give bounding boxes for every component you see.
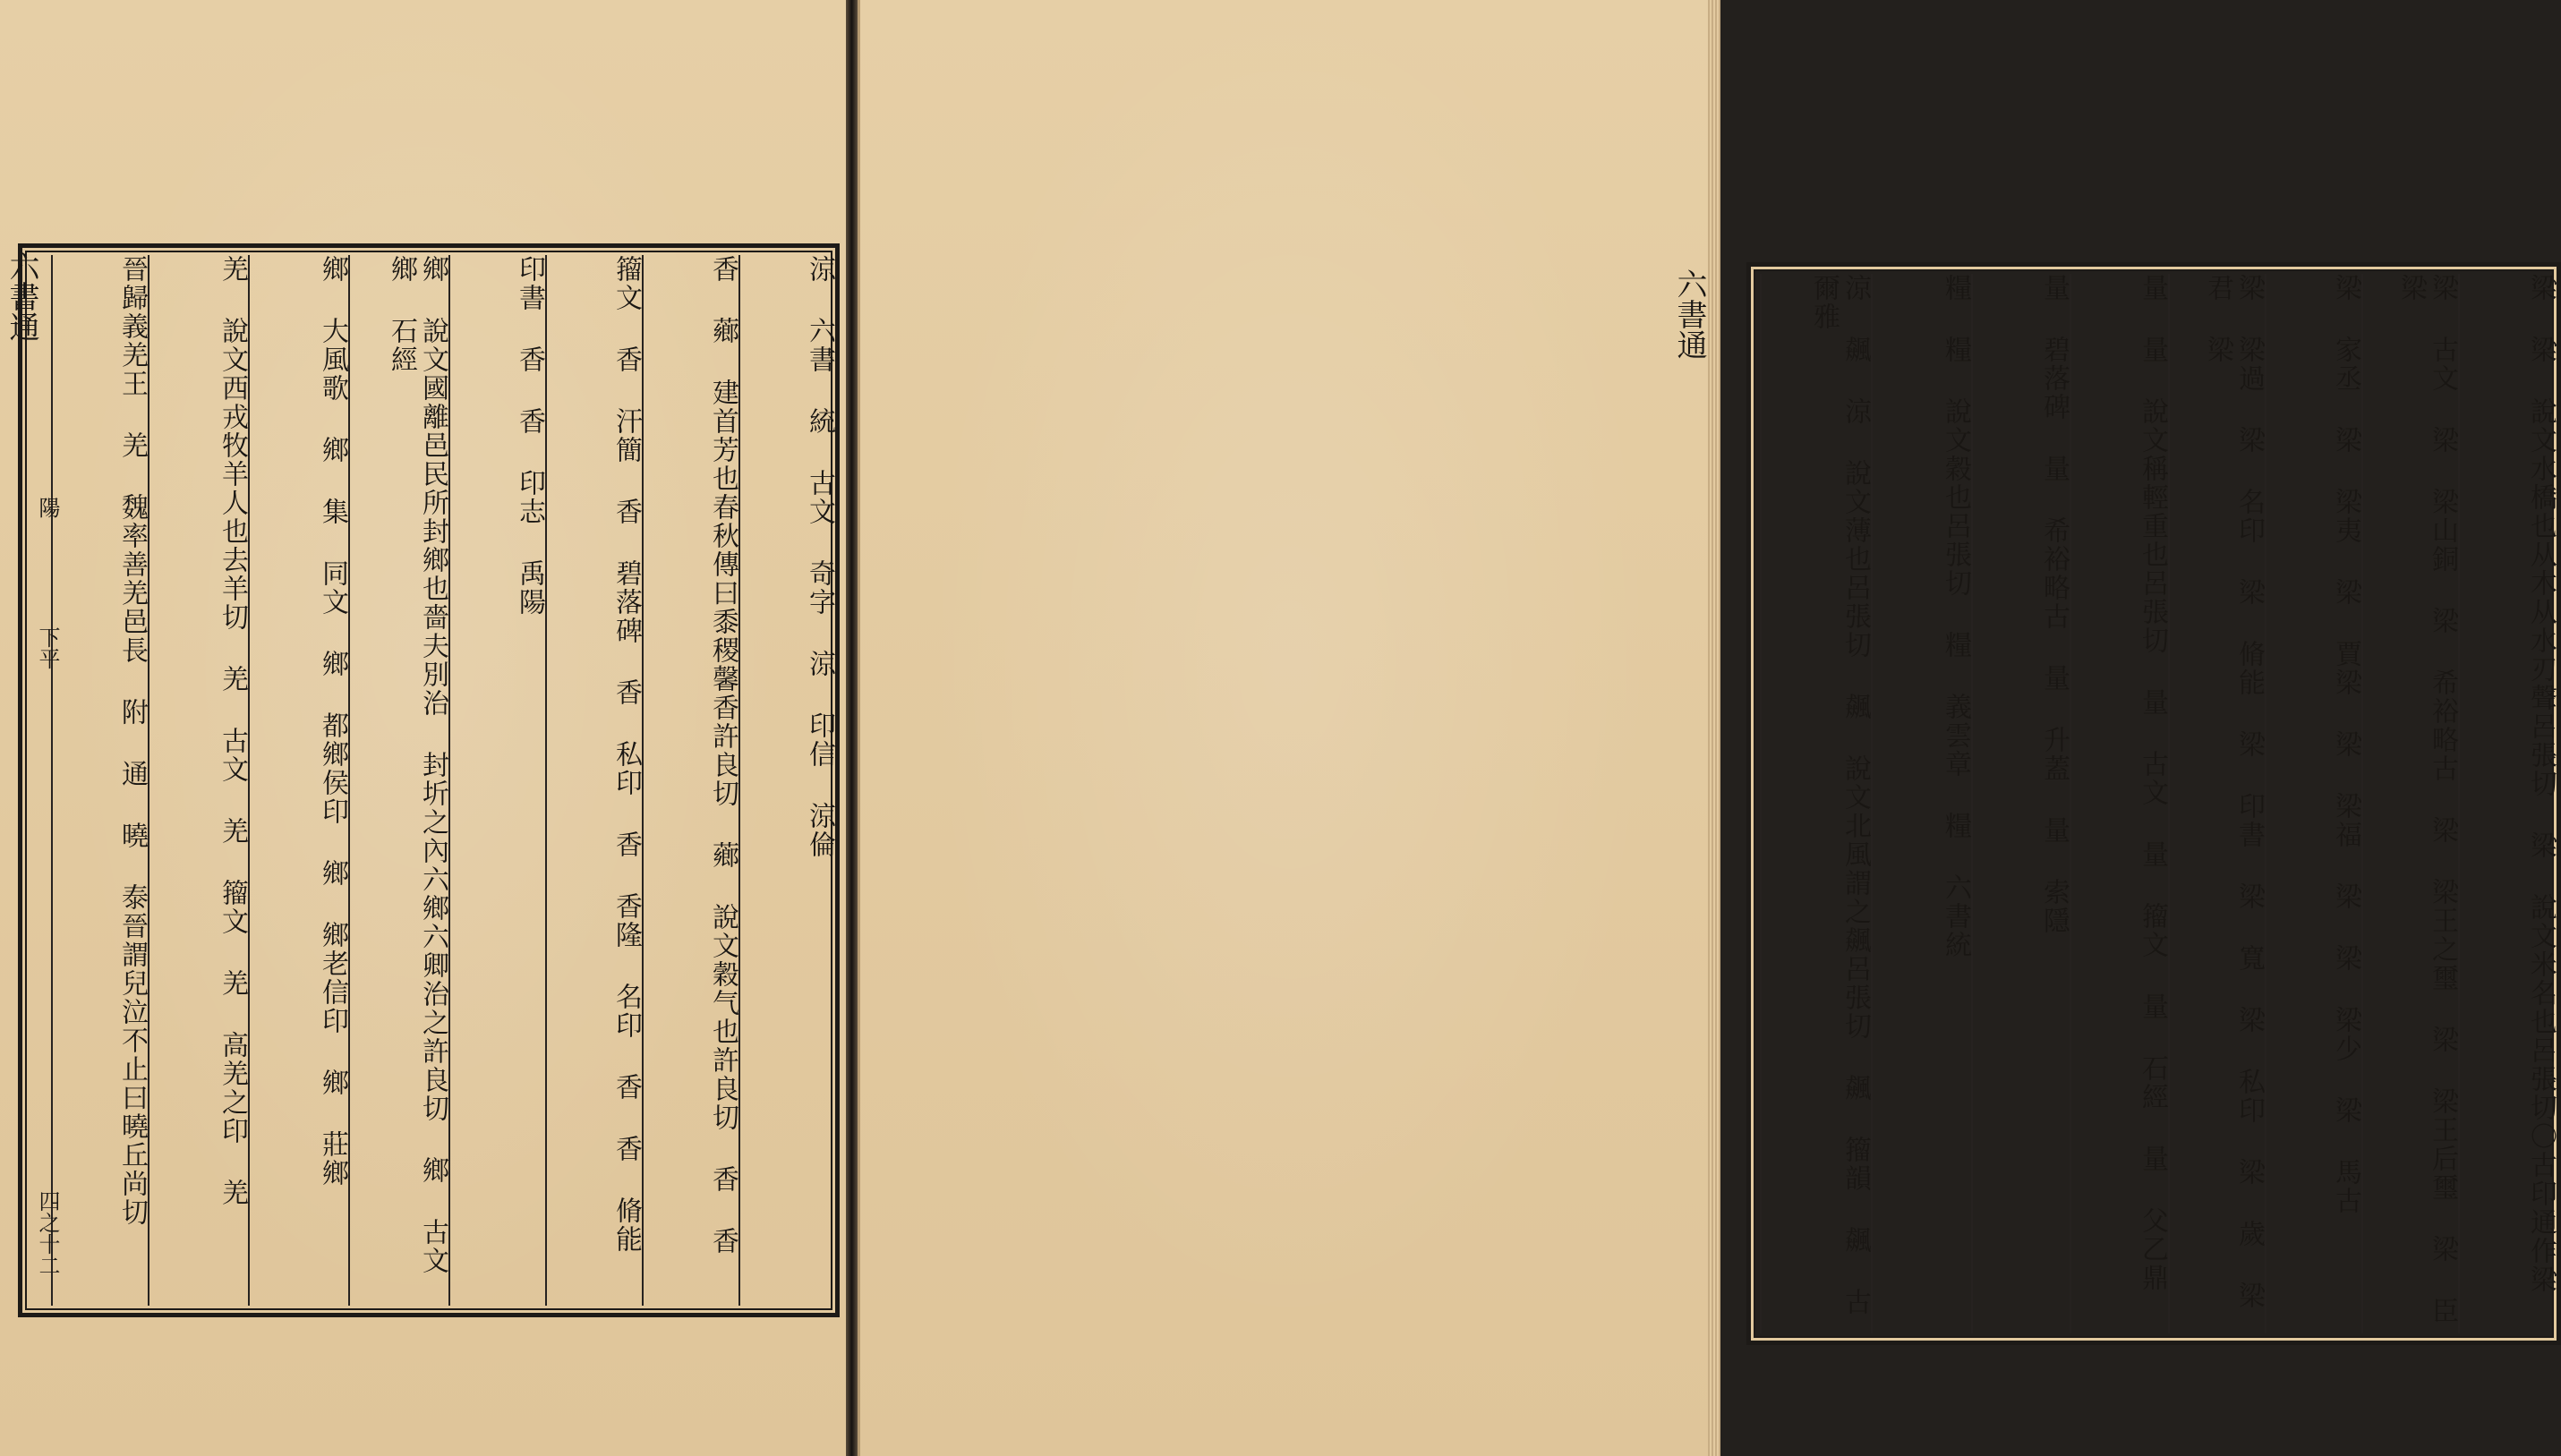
left-column-2: 香 薌 建首芳也春秋傳曰黍稷馨香許良切 薌 說文穀气也許良切 香 香 bbox=[642, 255, 738, 1306]
left-margin-folio: 四之十二 bbox=[35, 1190, 60, 1276]
page-edge-strips bbox=[1708, 0, 1720, 1456]
left-column-6: 鄉 大風歌 鄉 集 同文 鄉 都鄉侯印 鄉 鄉老信印 鄉 莊鄉 bbox=[248, 255, 348, 1306]
book-gutter bbox=[846, 0, 858, 1456]
right-column-1: 梁 梁 說文水橋也从木从水刃聲呂張切 梁 說文米名也呂張切〇古印通作梁 bbox=[2458, 274, 2557, 1333]
left-margin-title: 六書通 bbox=[4, 251, 39, 342]
right-column-2: 梁 古文 梁 梁山銅 梁 希裕略古 梁 梁王之璽 梁 梁王后璽 梁 臣梁 bbox=[2361, 274, 2458, 1333]
right-margin-title: 六書通 bbox=[1671, 268, 1707, 360]
left-column-7: 羌 說文西戎牧羊人也去羊切 羌 古文 羌 籀文 羌 高羌之印 羌 bbox=[148, 255, 248, 1306]
left-column-1: 涼 六書 統 古文 奇字 涼 印信 涼倫 bbox=[738, 255, 835, 1306]
right-column-4: 梁 梁過 梁 名印 梁 脩能 梁 印書 梁 寬 梁 私印 梁 歲 梁 君 梁 bbox=[2168, 274, 2265, 1333]
left-column-5: 鄉 說文國離邑民所封鄉也嗇夫別治 封圻之內六鄉六卿治之許良切 鄉 古文 鄉 石經 bbox=[348, 255, 448, 1306]
right-column-8: 涼 飆 涼 說文薄也呂張切 飆 說文北風謂之飆呂張切 飆 籀韻 飆 古爾雅 bbox=[1760, 274, 1871, 1333]
left-column-4: 印書 香 香 印志 禹陽 bbox=[448, 255, 545, 1306]
left-margin-section: 陽 bbox=[35, 497, 60, 518]
right-column-3: 梁 家丞 梁 梁夷 梁 賈梁 梁 梁福 梁 梁 梁少 梁 馬古 bbox=[2265, 274, 2361, 1333]
right-column-7: 糧 糧 說文穀也呂張切 糧 義雲章 糧 六書統 bbox=[1871, 274, 1971, 1333]
right-page-frame bbox=[1746, 262, 2561, 1345]
right-column-6: 量 碧落碑 量 希裕略古 量 升蓋 量 索隱 bbox=[1971, 274, 2070, 1333]
right-column-5: 量 量 說文稱輕重也呂張切 量 古文 量 籀文 量 石經 量 父乙鼎 bbox=[2070, 274, 2168, 1333]
left-column-8: 晉歸義羌王 羌 魏率善羌邑長 附 通 曉 泰晉謂兒泣不止曰曉丘尚切 bbox=[51, 255, 148, 1306]
left-page bbox=[0, 0, 849, 1456]
left-column-3: 籀文 香 汗簡 香 碧落碑 香 私印 香 香隆 名印 香 香 脩能 bbox=[545, 255, 642, 1306]
left-margin-tone: 下平 bbox=[35, 626, 60, 669]
right-page bbox=[858, 0, 2557, 1456]
left-page-frame bbox=[18, 243, 840, 1317]
